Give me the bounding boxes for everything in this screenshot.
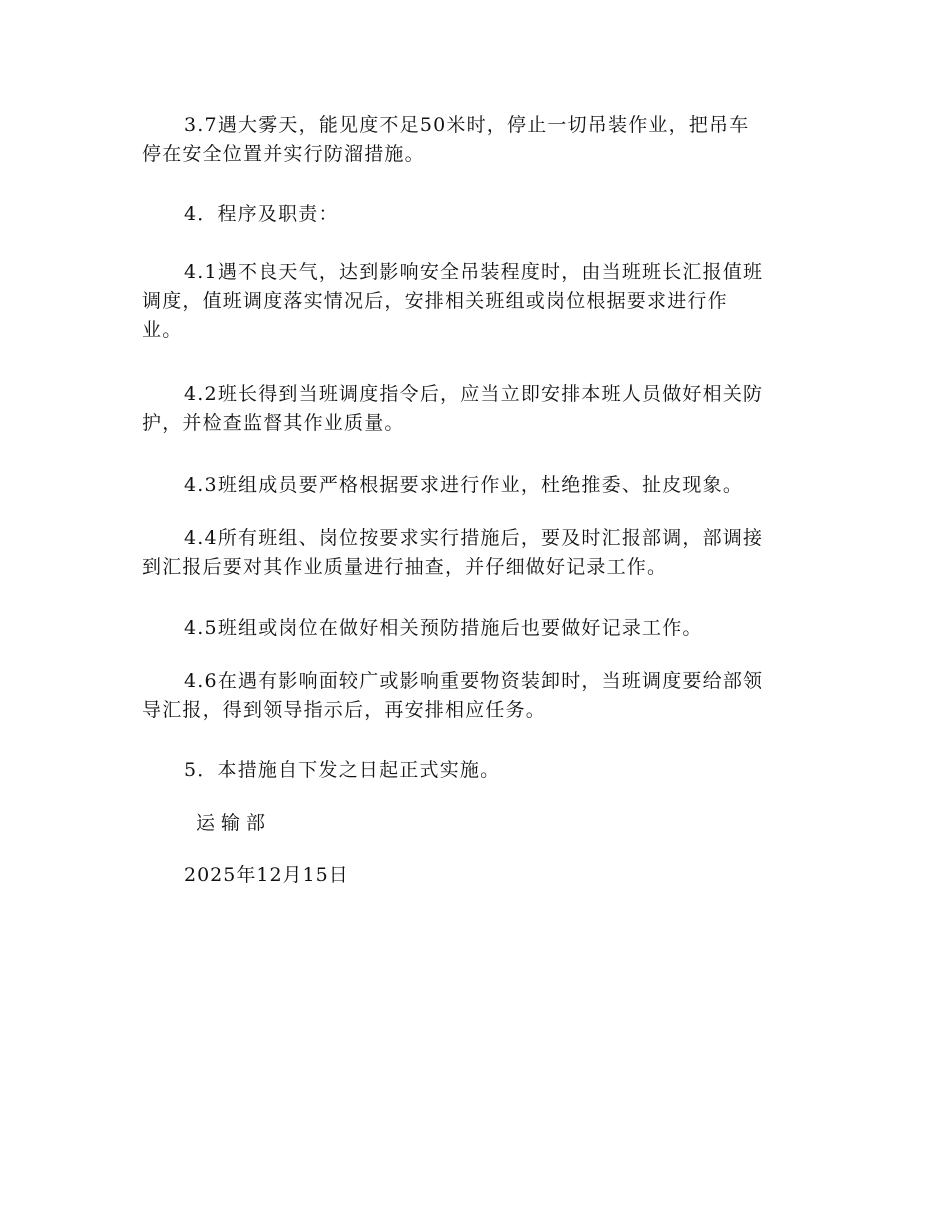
section-5 — [142, 756, 810, 785]
paragraph-line: 5．本措施自下发之日起正式实施。 — [184, 759, 501, 781]
paragraph-line: 停在安全位置并实行防溜措施。 — [142, 143, 425, 165]
paragraph-line: 4.3班组成员要严格根据要求进行作业，杜绝推委、扯皮现象。 — [184, 474, 744, 496]
paragraph-line: 3.7遇大雾天，能见度不足50米时，停止一切吊装作业，把吊车 — [184, 114, 750, 136]
paragraph-line: 4．程序及职责： — [184, 203, 339, 225]
document-date: 2025年12月15日 — [184, 864, 349, 886]
paragraph-line: 导汇报，得到领导指示后，再安排相应任务。 — [142, 699, 547, 721]
paragraph-line: 业。 — [142, 319, 183, 341]
paragraph-line: 4.5班组或岗位在做好相关预防措施后也要做好记录工作。 — [184, 617, 703, 639]
paragraph-4-4 — [142, 524, 810, 582]
paragraph-4-5 — [142, 614, 810, 643]
paragraph-3-7 — [142, 111, 810, 169]
paragraph-4-6 — [142, 667, 810, 725]
paragraph-4-2 — [142, 380, 810, 438]
signature-department: 运输部 — [196, 812, 272, 834]
section-4-heading — [142, 200, 810, 229]
paragraph-line: 4.6在遇有影响面较广或影响重要物资装卸时，当班调度要给部领 — [184, 670, 764, 692]
paragraph-4-1 — [142, 258, 810, 345]
paragraph-line: 护，并检查监督其作业质量。 — [142, 412, 405, 434]
paragraph-4-3 — [142, 471, 810, 500]
paragraph-line: 4.1遇不良天气，达到影响安全吊装程度时，由当班班长汇报值班 — [184, 261, 764, 283]
paragraph-line: 调度，值班调度落实情况后，安排相关班组或岗位根据要求进行作 — [142, 290, 728, 312]
paragraph-line: 到汇报后要对其作业质量进行抽查，并仔细做好记录工作。 — [142, 556, 668, 578]
paragraph-line: 4.2班长得到当班调度指令后，应当立即安排本班人员做好相关防 — [184, 383, 764, 405]
paragraph-line: 4.4所有班组、岗位按要求实行措施后，要及时汇报部调，部调接 — [184, 527, 764, 549]
